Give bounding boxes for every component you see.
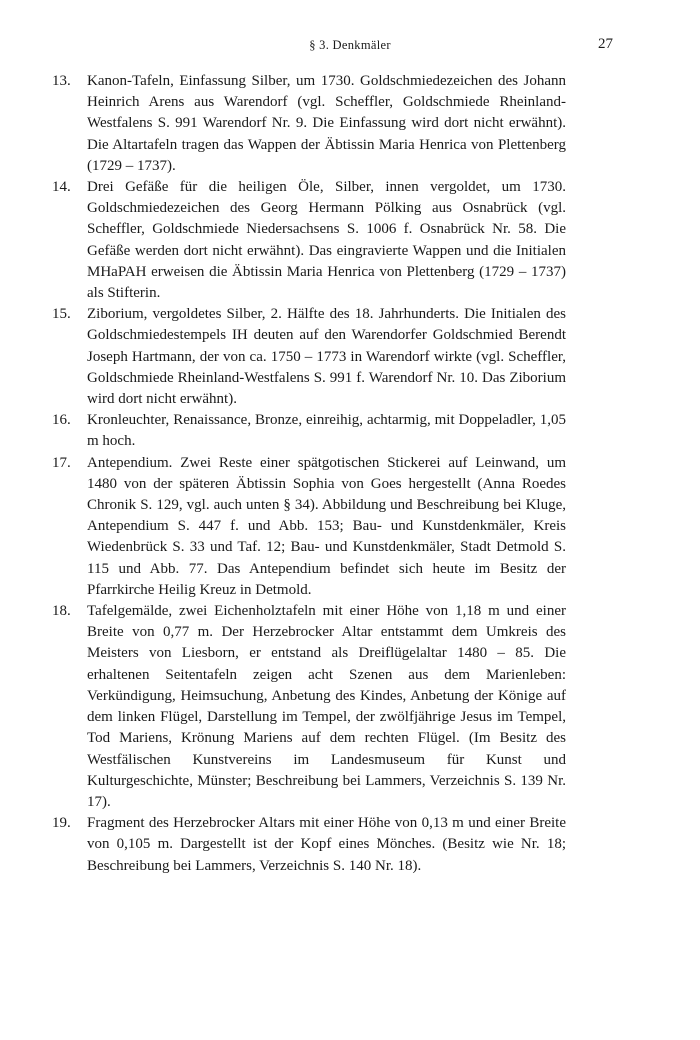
- running-title: § 3. Denkmäler: [309, 38, 391, 52]
- entry-number: 17.: [52, 454, 71, 471]
- entry-number: 18.: [52, 603, 71, 620]
- entry-text: Drei Gefäße für die heiligen Öle, Silber, innen vergoldet, um 1730. Goldschmiedezeichen des Georg Hermann Pölking aus Osnabrück (vgl. Scheffler, Goldschmiede Niedersachsens S. 1006 f. Osnabrück Nr. 58. Die Gefäße werden dort nicht erwähnt). Das eingravierte Wappen und die Initialen MHaPAH erweisen die Äbtissin Maria Henrica von Plettenberg (1729 – 1737) als Stifterin.: [87, 179, 566, 302]
- list-item: [52, 453, 566, 601]
- entry-text: Antependium. Zwei Reste einer spätgotischen Stickerei auf Leinwand, um 1480 von der späteren Äbtissin Sophia von Goes hergestellt (Anna Roedes Chronik S. 129, vgl. auch unten § 34). Abbildung und Beschreibung bei Kluge, Antependium S. 447 f. und Abb. 153; Bau- und Kunstdenkmäler, Kreis Wiedenbrück S. 33 und Taf. 12; Bau- und Kunstdenkmäler, Stadt Detmold S. 115 und Abb. 77. Das Antependium befindet sich heute im Besitz der Pfarrkirche Heilig Kreuz in Detmold.: [87, 454, 566, 598]
- entry-list: [52, 71, 566, 877]
- list-item: [52, 601, 566, 813]
- entry-text: Kanon-Tafeln, Einfassung Silber, um 1730. Goldschmiedezeichen des Johann Heinrich Arens aus Warendorf (vgl. Scheffler, Goldschmiede Rheinland-Westfalens S. 991 Warendorf Nr. 9. Die Einfassung wird dort nicht erwähnt). Die Altartafeln tragen das Wappen der Äbtissin Maria Henrica von Plettenberg (1729 – 1737).: [87, 73, 566, 174]
- entry-text: Ziborium, vergoldetes Silber, 2. Hälfte des 18. Jahrhunderts. Die Initialen des Goldschmiedestempels IH deuten auf den Warendorfer Goldschmied Berendt Joseph Hartmann, der von ca. 1750 – 1773 in Warendorf wirkte (vgl. Scheffler, Goldschmiede Rheinland-Westfalens S. 991 f. Warendorf Nr. 10. Das Ziborium wird dort nicht erwähnt).: [87, 306, 566, 408]
- entry-number: 19.: [52, 815, 71, 832]
- list-item: [52, 410, 566, 452]
- entry-number: 13.: [52, 73, 71, 89]
- entry-text: Kronleuchter, Renaissance, Bronze, einreihig, achtarmig, mit Doppeladler, 1,05 m hoch.: [87, 412, 566, 450]
- list-item: [52, 813, 566, 877]
- list-item: [52, 304, 566, 410]
- list-item: [52, 71, 566, 177]
- page-number: 27: [598, 36, 613, 52]
- entry-number: 14.: [52, 179, 71, 196]
- running-head: [0, 36, 700, 56]
- entry-text: Tafelgemälde, zwei Eichenholztafeln mit einer Höhe von 1,18 m und einer Breite von 0,77 m. Der Herzebrocker Altar entstammt dem Umkreis des Meisters von Liesborn, er entstand als Dreiflügelaltar 1480 – 85. Die erhaltenen Seitentafeln zeigen acht Szenen aus dem Marienleben: Verkündigung, Heimsuchung, Anbetung des Kindes, Anbetung der Könige auf dem linken Flügel, Darstellung im Tempel, der zwölfjährige Jesus im Tempel, Tod Mariens, Krönung Mariens auf dem rechten Flügel. (Im Besitz des Westfälischen Kunstvereins im Landesmuseum für Kunst und Kulturgeschichte, Münster; Beschreibung bei Lammers, Verzeichnis S. 139 Nr. 17).: [87, 603, 566, 810]
- entry-number: 16.: [52, 412, 71, 429]
- entry-number: 15.: [52, 306, 71, 323]
- entry-text: Fragment des Herzebrocker Altars mit einer Höhe von 0,13 m und einer Breite von 0,105 m. Dargestellt ist der Kopf eines Mönches. (Besitz wie Nr. 18; Beschreibung bei Lammers, Verzeichnis S. 140 Nr. 18).: [87, 815, 566, 874]
- list-item: [52, 177, 566, 304]
